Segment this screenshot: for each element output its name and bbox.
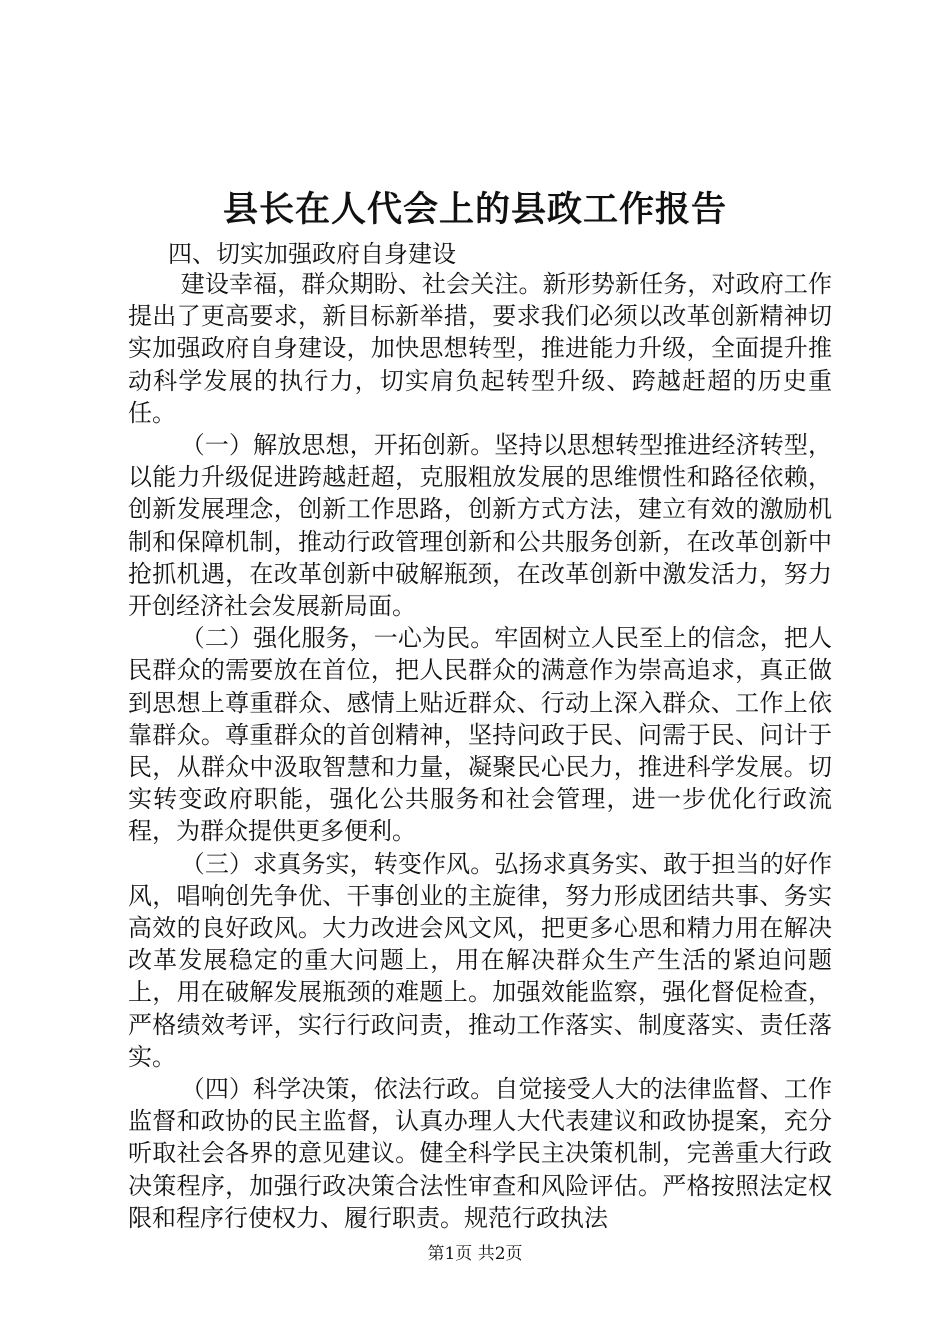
- paragraph-2: （二）强化服务，一心为民。牢固树立人民至上的信念，把人民群众的需要放在首位，把人民群众的满意作为崇高追求，真正做到思想上尊重群众、感情上贴近群众、行动上深入群众、工作上依靠群众。尊重群众的首创精神，坚持问政于民、问需于民、问计于民，从群众中汲取智慧和力量，凝聚民心民力，推进科学发展。切实转变政府职能，强化公共服务和社会管理，进一步优化行政流程，为群众提供更多便利。: [128, 624, 832, 846]
- section-heading: 四、切实加强政府自身建设: [168, 240, 456, 268]
- paragraph-1: （一）解放思想，开拓创新。坚持以思想转型推进经济转型，以能力升级促进跨越赶超，克服粗放发展的思维惯性和路径依赖，创新发展理念，创新工作思路，创新方式方法，建立有效的激励机制和保障机制，推动行政管理创新和公共服务创新，在改革创新中抢抓机遇，在改革创新中破解瓶颈，在改革创新中激发活力，努力开创经济社会发展新局面。: [128, 431, 832, 621]
- document-body: [128, 268, 832, 1234]
- paragraph-4: （四）科学决策，依法行政。自觉接受人大的法律监督、工作监督和政协的民主监督，认真办理人大代表建议和政协提案，充分听取社会各界的意见建议。健全科学民主决策机制，完善重大行政决策程序，加强行政决策合法性审查和风险评估。严格按照法定权限和程序行使权力、履行职责。规范行政执法: [128, 1075, 832, 1232]
- paragraph-3: （三）求真务实，转变作风。弘扬求真务实、敢于担当的好作风，唱响创先争优、干事创业的主旋律，努力形成团结共事、务实高效的良好政风。大力改进会风文风，把更多心思和精力用在解决改革发展稳定的重大问题上，用在解决群众生产生活的紧迫问题上，用在破解发展瓶颈的难题上。加强效能监察，强化督促检查，严格绩效考评，实行行政问责，推动工作落实、制度落实、责任落实。: [128, 849, 832, 1071]
- page-footer: 第1页 共2页: [427, 1244, 523, 1264]
- document-title: 县长在人代会上的县政工作报告: [222, 189, 727, 230]
- paragraph-intro: 建设幸福，群众期盼、社会关注。新形势新任务，对政府工作提出了更高要求，新目标新举措，要求我们必须以改革创新精神切实加强政府自身建设，加快思想转型，推进能力升级，全面提升推动科学发展的执行力，切实肩负起转型升级、跨越赶超的历史重任。: [128, 270, 832, 427]
